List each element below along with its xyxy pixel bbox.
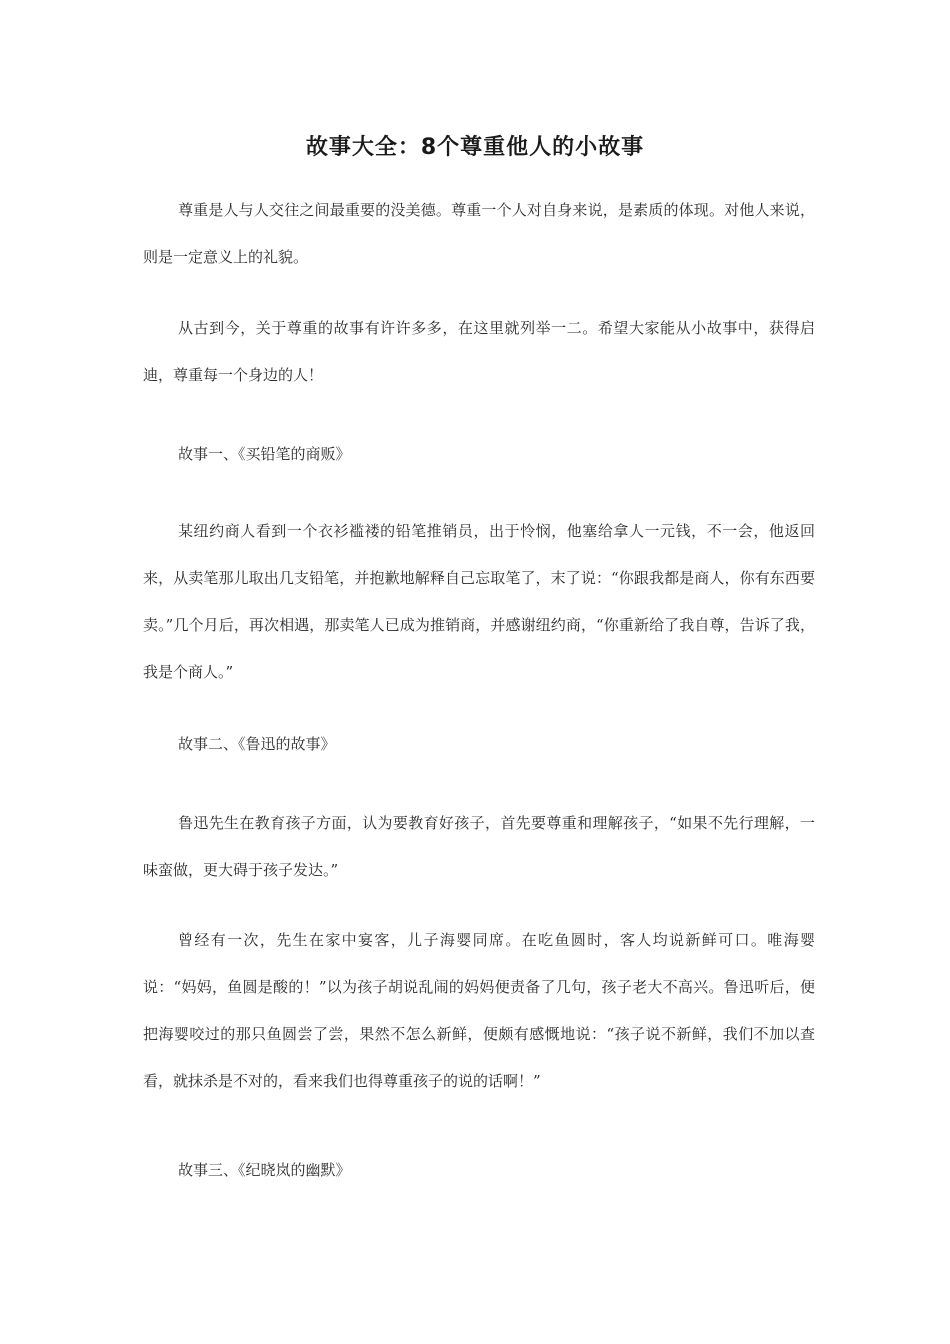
document-title: 故事大全：8个尊重他人的小故事 — [305, 135, 645, 160]
story-heading-text: 故事一、《买铅笔的商贩》 — [178, 445, 351, 463]
paragraph-text: 尊重是人与人交往之间最重要的没美德。尊重一个人对自身来说，是素质的体现。对他人来说，则是一定意义上的礼貌。 — [143, 201, 815, 266]
story-heading-2 — [143, 721, 815, 768]
paragraph-text: 鲁迅先生在教育孩子方面，认为要教育好孩子，首先要尊重和理解孩子，“如果不先行理解，一味蛮做，更大碍于孩子发达。” — [143, 814, 815, 879]
story-2-body-part-2 — [143, 917, 815, 1105]
story-1-body — [143, 508, 815, 696]
paragraph-text: 从古到今，关于尊重的故事有许许多多，在这里就列举一二。希望大家能从小故事中，获得启迪，尊重每一个身边的人！ — [143, 319, 815, 384]
paragraph-intro — [143, 187, 815, 281]
story-heading-3 — [143, 1147, 815, 1194]
story-heading-1 — [143, 431, 815, 478]
story-heading-text: 故事三、《纪晓岚的幽默》 — [178, 1161, 351, 1179]
paragraph-text: 曾经有一次，先生在家中宴客，儿子海婴同席。在吃鱼圆时，客人均说新鲜可口。唯海婴说：“妈妈，鱼圆是酸的！”以为孩子胡说乱闹的妈妈便责备了几句，孩子老大不高兴。鲁迅听后，便把海婴咬过的那只鱼圆尝了尝，果然不怎么新鲜，便颇有感慨地说：“孩子说不新鲜，我们不加以查看，就抹杀是不对的，看来我们也得尊重孩子的说的话啊！” — [143, 931, 815, 1090]
paragraph-text: 某纽约商人看到一个衣衫褴褛的铅笔推销员，出于怜悯，他塞给拿人一元钱，不一会，他返回来，从卖笔那儿取出几支铅笔，并抱歉地解释自己忘取笔了，末了说：“你跟我都是商人，你有东西要卖。”几个月后，再次相遇，那卖笔人已成为推销商，并感谢纽约商，“你重新给了我自尊，告诉了我，我是个商人。” — [143, 522, 815, 681]
paragraph-preface — [143, 305, 815, 399]
story-heading-text: 故事二、《鲁迅的故事》 — [178, 735, 336, 753]
story-2-body-part-1 — [143, 800, 815, 894]
